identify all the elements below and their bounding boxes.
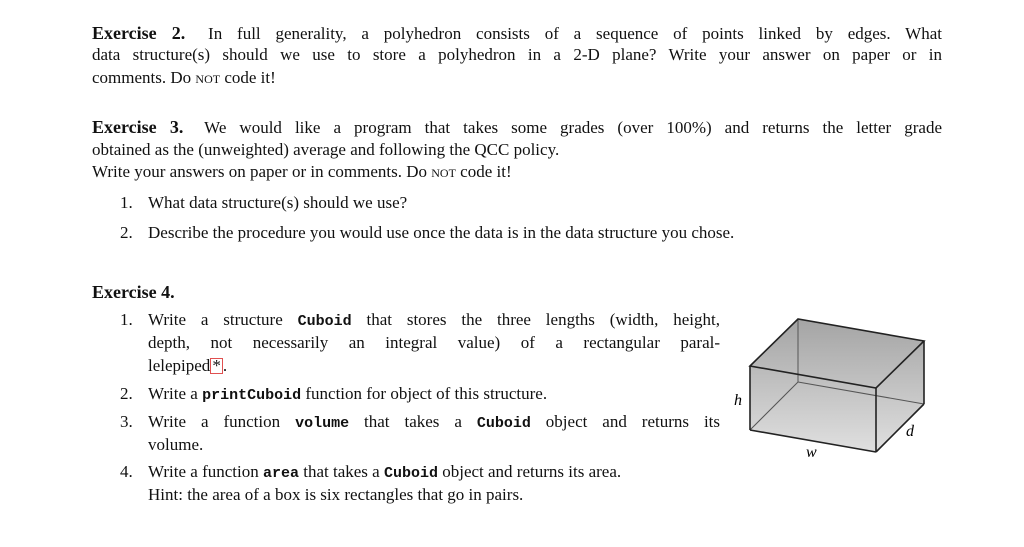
t: Write a function — [148, 412, 296, 431]
t: object and returns its area. — [437, 462, 622, 481]
not-emph: not — [195, 68, 221, 87]
t: . — [222, 356, 228, 375]
ex3-line1 — [92, 117, 942, 138]
list-item — [148, 412, 720, 434]
code: Cuboid — [297, 313, 352, 330]
cuboid-figure — [720, 300, 940, 470]
ex3-line3 — [92, 162, 942, 182]
code: area — [262, 465, 299, 482]
list-number: 2. — [120, 223, 133, 242]
t: Write a — [148, 384, 203, 403]
ex2-title: Exercise 2. — [92, 23, 186, 43]
list-number: 4. — [120, 462, 133, 481]
code: printCuboid — [202, 387, 302, 404]
ex4-title-text: Exercise 4. — [92, 282, 175, 302]
list-number: 1. — [120, 193, 133, 212]
ex2-line3 — [92, 68, 942, 88]
t: Write a structure — [148, 310, 298, 329]
ex3-title: Exercise 3. — [92, 117, 184, 137]
t: that stores the three lengths (width, height, — [351, 310, 720, 329]
t: Write a function — [148, 462, 263, 481]
t: object and returns its — [530, 412, 721, 431]
label-d: d — [906, 423, 914, 440]
list-item-line2: volume. — [148, 435, 204, 454]
ex2-text: In full generality, a polyhedron consists of a sequence of points linked by edges. What — [208, 24, 942, 43]
ex2-line1 — [92, 23, 942, 44]
list-item: What data structure(s) should we use? — [148, 193, 408, 212]
t: code it! — [455, 162, 512, 181]
list-item: Describe the procedure you would use once the data is in the data structure you chose. — [148, 223, 735, 242]
t: that takes a — [298, 462, 384, 481]
list-item — [148, 310, 720, 332]
list-item — [148, 384, 708, 406]
list-item — [148, 462, 748, 484]
cuboid-body — [750, 319, 924, 452]
t: code it! — [220, 68, 276, 87]
t: function for object of this structure. — [301, 384, 548, 403]
label-h: h — [734, 392, 742, 409]
list-item-line3 — [148, 356, 708, 376]
list-number: 2. — [120, 384, 133, 403]
code: Cuboid — [476, 415, 531, 432]
code: volume — [295, 415, 350, 432]
not-emph: not — [431, 162, 456, 181]
t: lelepiped — [148, 356, 211, 375]
t: that takes a — [349, 412, 477, 431]
t: comments. Do — [92, 68, 196, 87]
label-w: w — [806, 444, 817, 461]
ex3-line2: obtained as the (unweighted) average and following the QCC policy. — [92, 140, 560, 159]
list-item-line2: depth, not necessarily an integral value) of a rectangular paral- — [148, 333, 720, 352]
list-number: 3. — [120, 412, 133, 431]
list-item-line2: Hint: the area of a box is six rectangles that go in pairs. — [148, 485, 524, 504]
ex2-line2: data structure(s) should we use to store a polyhedron in a 2-D plane? Write your answer on paper or in — [92, 45, 942, 64]
list-number: 1. — [120, 310, 133, 329]
t: Write your answers on paper or in comments. Do — [92, 162, 432, 181]
code: Cuboid — [383, 465, 438, 482]
footnote-link[interactable]: * — [212, 356, 221, 375]
ex3-text: We would like a program that takes some grades (over 100%) and returns the letter grade — [204, 118, 942, 137]
